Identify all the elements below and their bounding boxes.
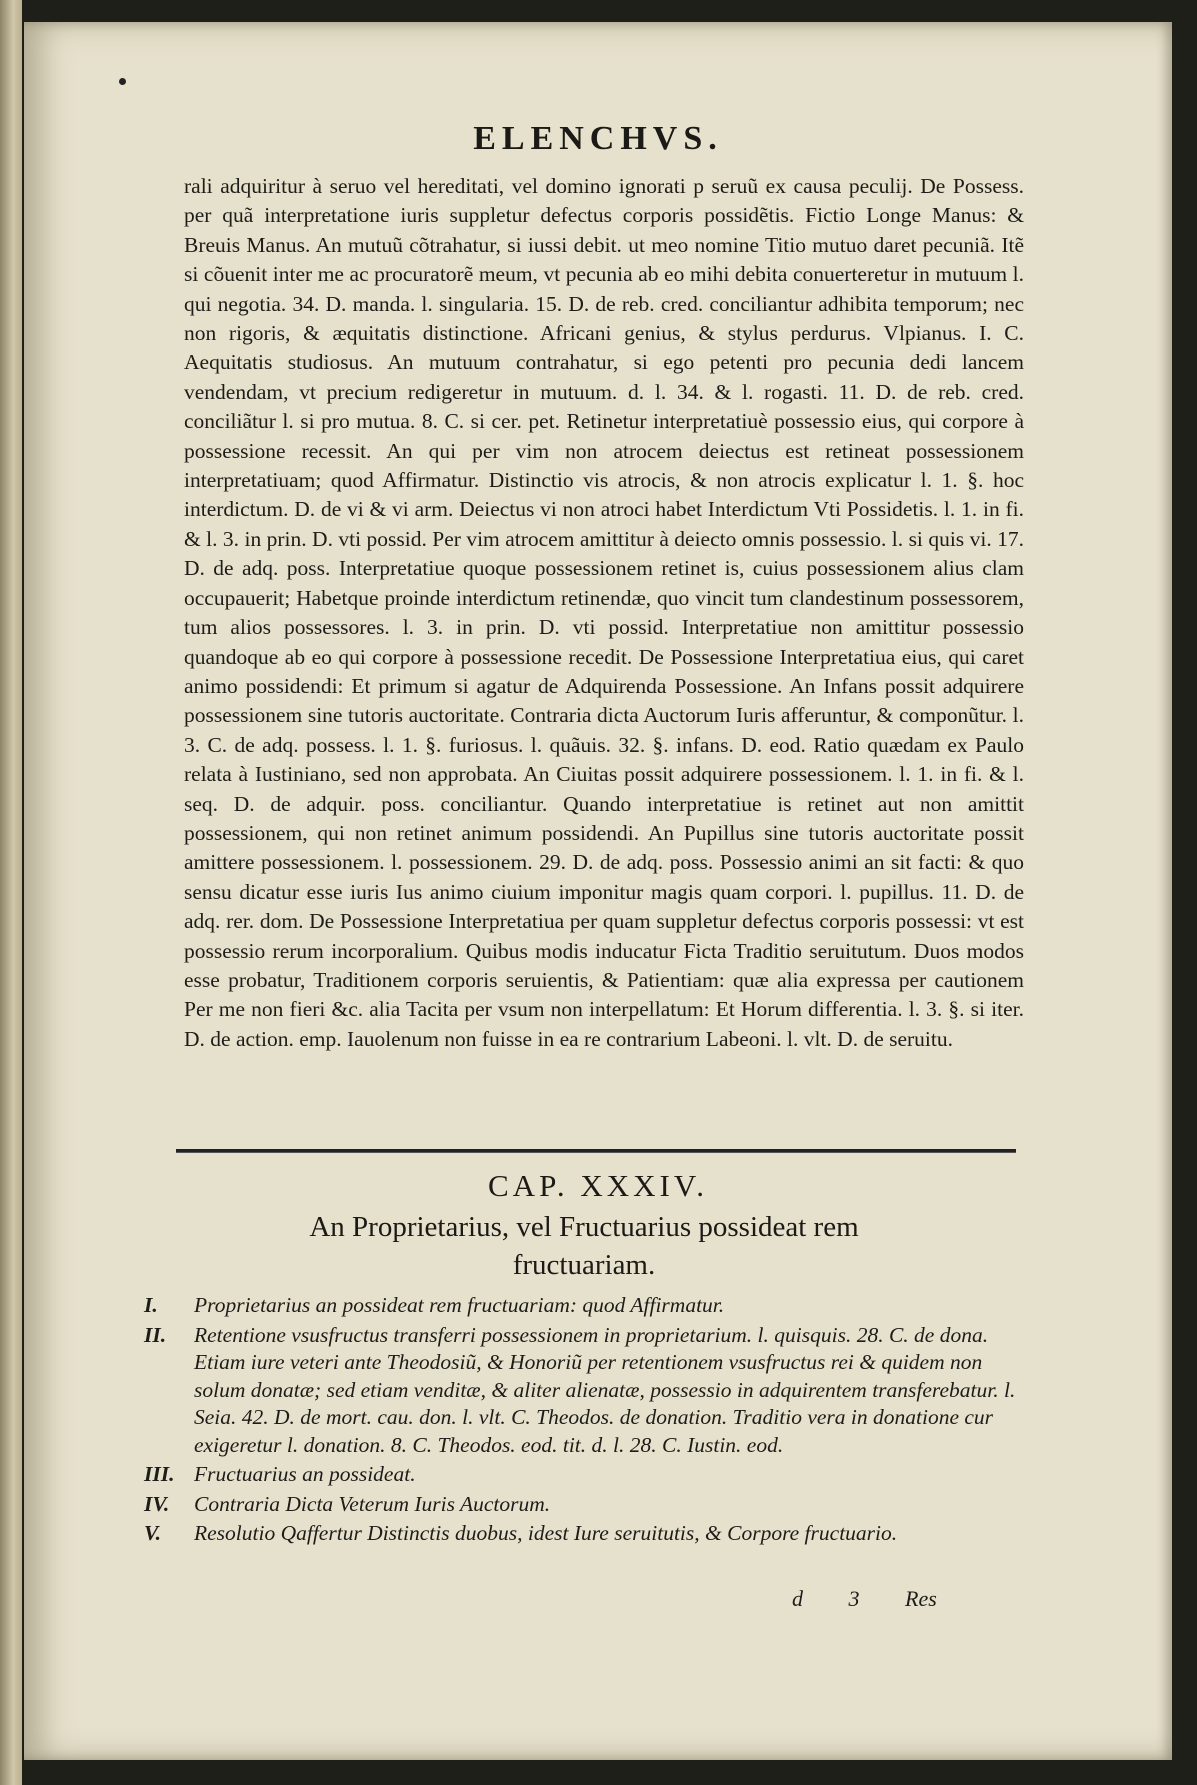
item-text: Retentione vsusfructus transferri possessionem in proprietarium. l. quisquis. 28. C. de dona. Etiam iure veteri ante Theodosiũ, & Honoriũ per retentionem vsusfructus rei & quidem non solum donatæ; sed etiam venditæ, & aliter alienatæ, possessio in adquirentem transferebatur. l. Seia. 42. D. de mort. cau. don. l. vlt. C. Theodos. de donation. Traditio vera in donatione cur exigeretur l. donation. 8. C. Theodos. eod. tit. d. l. 28. C. Iustin. eod. [194, 1322, 1016, 1457]
section-rule [176, 1149, 1016, 1153]
catchword: Res [905, 1586, 937, 1611]
body-paragraph: rali adquiritur à seruo vel hereditati, vel domino ignorati p seruũ ex causa peculij. De Possess. per quã interpretatione iuris suppletur defectus corporis possidẽtis. Fictio Longe Manus: & Breuis Manus. An mutuũ cõtrahatur, si iussi debit. ut meo nomine Titio mutuo daret pecuniã. Itẽ si cõuenit inter me ac procuratorẽ meum, vt pecunia ab eo mihi debita conuerteretur in mutuum l. qui negotia. 34. D. manda. l. singularia. 15. D. de reb. cred. conciliantur adhibita temporum; nec non rigoris, & æquitatis distinctione. Africani genius, & stylus perdurus. Vlpianus. I. C. Aequitatis studiosus. An mutuum contrahatur, si ego petenti pro pecunia dedi lancem vendendam, vt precium redigeretur in mutuum. d. l. 34. & l. rogasti. 11. D. de reb. cred. conciliãtur l. si pro mutua. 8. C. si cer. pet. Retinetur interpretatiuè possessio eius, qui corpore à possessione recessit. An qui per vim non atrocem deiectus est retineat possessionem interpretatiuam; quod Affirmatur. Distinctio vis atrocis, & non atrocis explicatur l. 1. §. hoc interdictum. D. de vi & vi arm. Deiectus vi non atroci habet Interdictum Vti Possidetis. l. 1. in fi. & l. 3. in prin. D. vti possid. Per vim atrocem amittitur à deiecto omnis possessio. l. si quis vi. 17. D. de adq. poss. Interpretatiue quoque possessionem retinet is, cuius possessionem alius clam occupauerit; Habetque proinde interdictum retinendæ, quo vincit tum clandestinum possessorem, tum alios possessores. l. 3. in prin. D. vti possid. Interpretatiue non amittitur possessio quandoque ab eo qui corpore à possessione recedit. De Possessione Interpretatiua eius, qui caret animo possidendi: Et primum si agatur de Adquirenda Possessione. An Infans possit adquirere possessionem sine tutoris auctoritate. Contraria dicta Auctorum Iuris afferuntur, & componũtur. l. 3. C. de adq. possess. l. 1. §. furiosus. l. quãuis. 32. §. infans. D. eod. Ratio quædam ex Paulo relata à Iustiniano, sed non approbata. An Ciuitas possit adquirere possessionem. l. 1. in fi. & l. seq. D. de adquir. poss. conciliantur. Quando interpretatiue is retinet aut non amittit possessionem, qui non retinet animum possidendi. An Pupillus sine tutoris auctoritate possit amittere possessionem. l. possessionem. 29. D. de adq. poss. Possessio animi an sit facti: & quo sensu dicatur esse iuris Ius animo ciuium imponitur magis quam corpori. l. pupillus. 11. D. de adq. rer. dom. De Possessione Interpretatiua per quam suppletur defectus corporis possessi: vt est possessio rerum incorporalium. Quibus modis inducatur Ficta Traditio seruitutum. Duos modos esse probatur, Traditionem corporis seruientis, & Patientiam: quæ alia expressa per cautionem Per me non fieri &c. alia Tacita per vsum non interpellatum: Et Horum differentia. l. 3. §. si iter. D. de action. emp. Iauolenum non fuisse in ea re contrarium Labeoni. l. vlt. D. de seruitu. [184, 174, 1024, 1051]
running-head: ELENCHVS. [473, 120, 723, 157]
signature-mark: d [792, 1586, 803, 1611]
left-page-edge [0, 0, 22, 1785]
item-number: II. [144, 1322, 167, 1347]
list-item [144, 1461, 1024, 1489]
item-number: III. [144, 1462, 175, 1486]
item-text: Resolutio Qaffertur Distinctis duobus, idest Iure seruitutis, & Corpore fructuario. [194, 1521, 898, 1545]
list-item [144, 1491, 1024, 1519]
page-footer [792, 1586, 977, 1612]
list-item [144, 1322, 1024, 1460]
ink-dot [119, 78, 126, 85]
item-number: IV. [144, 1491, 170, 1516]
item-number: I. [144, 1293, 158, 1317]
item-text: Contraria Dicta Veterum Iuris Auctorum. [194, 1491, 551, 1516]
chapter-title: CAP. XXXIV. [488, 1168, 708, 1203]
chapter-subtitle: An Proprietarius, vel Fructuarius possideat rem fructuariam. [309, 1211, 859, 1281]
page [24, 22, 1172, 1760]
item-text: Proprietarius an possideat rem fructuariam: quod Affirmatur. [194, 1293, 725, 1317]
list-item [144, 1520, 1024, 1548]
item-text: Fructuarius an possideat. [194, 1462, 416, 1486]
item-number: V. [144, 1521, 161, 1545]
list-item [144, 1292, 1024, 1320]
signature-number: 3 [848, 1586, 860, 1611]
summary-items [144, 1292, 1024, 1550]
